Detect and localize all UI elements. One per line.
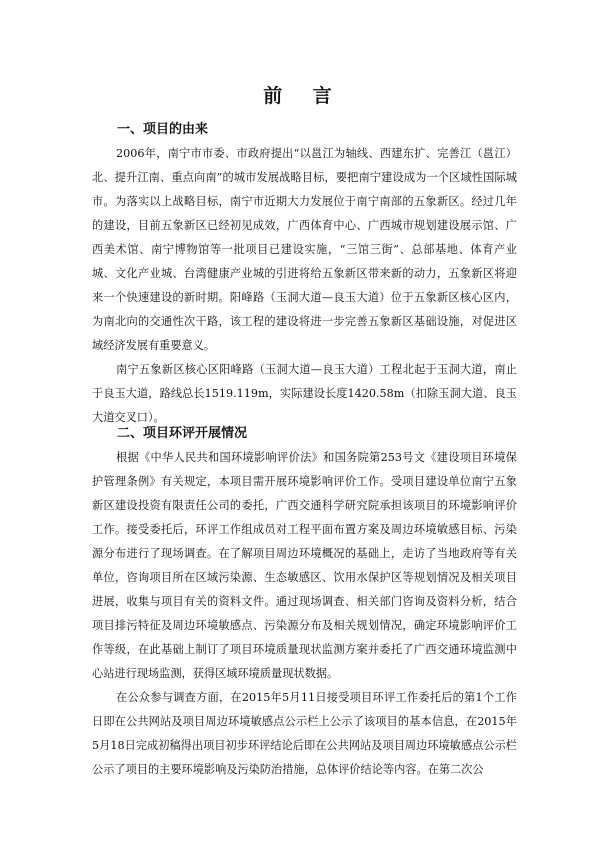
paragraph-origin-2: 南宁五象新区核心区阳峰路（玉洞大道—良玉大道）工程北起于玉洞大道，南止于良玉大道，路线总长1519.119m，实际建设长度1420.58m（扣除玉洞大道、良玉大道交叉口）。: [92, 363, 517, 424]
section-heading-origin: 一、项目的由来: [117, 122, 209, 137]
section-heading-eia-progress: 二、项目环评开展情况: [117, 426, 248, 441]
page-title: 前 言: [263, 85, 344, 107]
paragraph-eia-1: 根据《中华人民共和国环境影响评价法》和国务院第253号文《建设项目环境保护管理条例》有关规定，本项目需开展环境影响评价工作。受项目建设单位南宁五象新区建设投资有限责任公司的委托，广西交通科学研究院承担该项目的环境影响评价工作。接受委托后，环评工作组成员对工程平面布置方案及周边环境敏感目标、污染源分布进行了现场调查。在了解项目周边环境概况的基础上，走访了当地政府等有关单位，咨询项目所在区域污染源、生态敏感区、饮用水保护区等规划情况及相关项目进展，收集与项目有关的资料文件。通过现场调查、相关部门咨询及资料分析，结合项目排污特征及周边环境敏感点、污染源分布及相关规划情况，确定环境影响评价工作等级，在此基础上制订了项目环境质量现状监测方案并委托了广西交通环境监测中心站进行现场监测，获得区域环境质量现状数据。: [92, 451, 517, 680]
paragraph-origin-1: 2006年，南宁市市委、市政府提出“以邕江为轴线、西建东扩、完善江（邕江）北、提升江南、重点向南”的城市发展战略目标，要把南宁建设成为一个区域性国际城市。为落实以上战略目标，南宁市近期大力发展位于南宁南部的五象新区。经过几年的建设，目前五象新区已经初见成效，广西体育中心、广西城市规划建设展示馆、广西美术馆、南宁博物馆等一批项目已建设实施，“三馆三街”、总部基地、体育产业城、文化产业城、台湾健康产业城的引进将给五象新区带来新的动力，五象新区将迎来一个快速建设的新时期。阳峰路（玉洞大道—良玉大道）位于五象新区核心区内，为南北向的交通性次干路，该工程的建设将进一步完善五象新区基础设施，对促进区域经济发展有重要意义。: [92, 147, 517, 352]
paragraph-eia-2: 在公众参与调查方面，在2015年5月11日接受项目环评工作委托后的第1个工作日即在公共网站及项目周边环境敏感点公示栏上公示了该项目的基本信息，在2015年5月18日完成初稿得出项目初步环评结论后即在公共网站及项目周边环境敏感点公示栏公示了项目的主要环境影响及污染防治措施，总体评价结论等内容。在第二次公: [92, 691, 517, 776]
